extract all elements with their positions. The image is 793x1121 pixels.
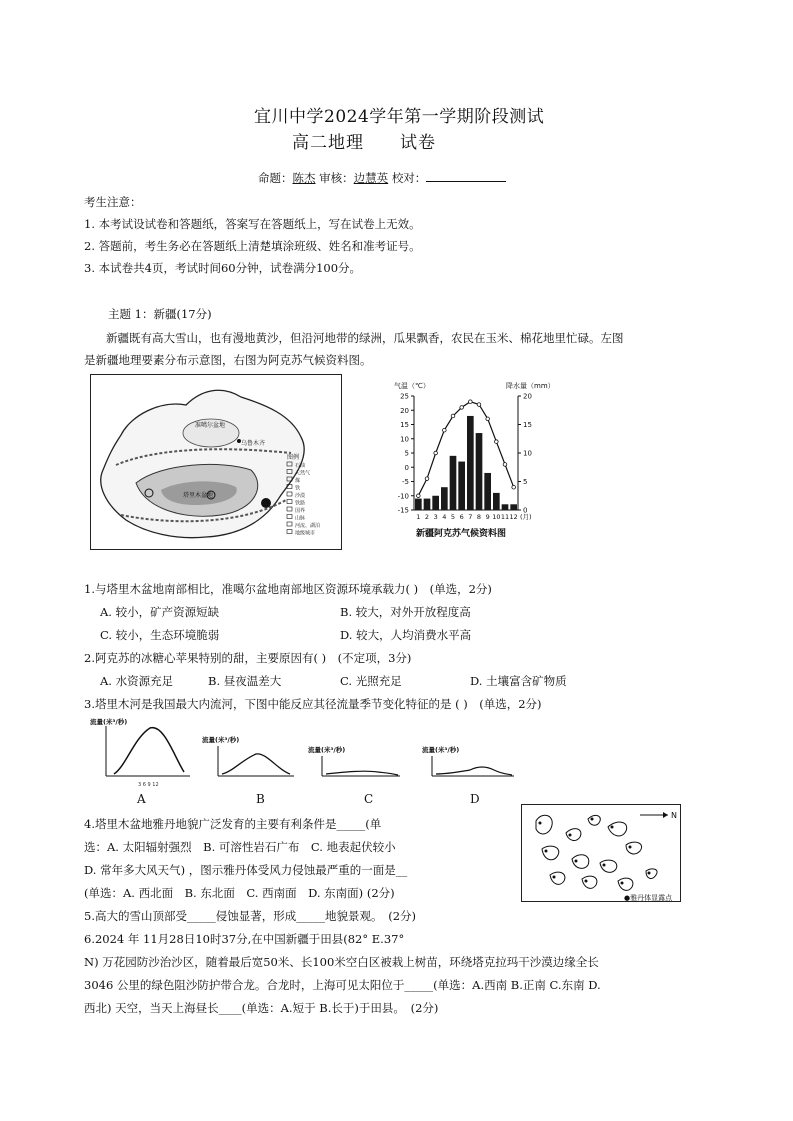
temp-point (460, 406, 464, 410)
y-left-tick-label: -10 (397, 492, 409, 501)
y-right-label: 降水量（mm） (506, 382, 555, 390)
yardang-caption: ●雅丹体显露点 (624, 894, 673, 902)
x-tick-label: 12 (509, 513, 518, 521)
q5-line: 5.高大的雪山顶部受_____侵蚀显著，形成_____地貌景观。 (2分) (84, 909, 417, 923)
legend-label: 沙漠 (295, 493, 306, 499)
q6-line: 西北) 天空，当天上海昼长____(单选：A.短于 B.长于)于田县。 (2分) (84, 1001, 439, 1015)
x-tick-label: 8 (476, 513, 482, 521)
y-left-tick-label: -5 (402, 478, 409, 486)
topic-intro: 新疆既有高大雪山，也有漫地黄沙，但沿河地带的绿洲，瓜果飘香，农民在玉米、棉花地里忙碌。左图 (106, 331, 624, 345)
legend-symbol (287, 500, 292, 504)
q2-stem: 2.阿克苏的冰糖心苹果特别的甜，主要原因有( ) (不定项，3分) (84, 651, 412, 665)
y-right-tick-label: 5 (523, 478, 528, 486)
q4-line: 4.塔里木盆地雅丹地貌广泛发育的主要有利条件是_____(单 (84, 817, 382, 831)
precip-bar (424, 499, 431, 510)
map-drawing (91, 375, 341, 549)
notice-title: 考生注意： (84, 195, 142, 209)
q1-stem: 1.与塔里木盆地南部相比，准噶尔盆地南部地区资源环境承载力( ) (单选，2分) (84, 582, 492, 596)
legend-symbol (287, 492, 292, 496)
q3-graph-a-ylabel: 流量(米³/秒) (90, 718, 128, 726)
precip-bar (458, 462, 465, 510)
subject-title: 高二地理 试卷 (292, 133, 436, 153)
precip-bar (510, 504, 517, 510)
q3-graph-c-svg (304, 744, 404, 788)
y-left-tick-label: 0 (404, 463, 409, 472)
temp-point (495, 440, 499, 444)
temp-point (434, 451, 438, 455)
q3-graph-a (86, 716, 196, 788)
q1-option-b: B. 较大，对外开放程度高 (340, 605, 471, 619)
precip-bar (476, 433, 483, 510)
q1-option-c: C. 较小，生态环境脆弱 (100, 628, 220, 642)
legend-title: 图例 (287, 454, 300, 461)
legend-label: 国界 (295, 508, 306, 514)
map-legend (287, 462, 320, 537)
x-tick-label: 5 (450, 513, 456, 521)
q3-graph-d-ylabel: 流量(米³/秒) (422, 746, 460, 754)
precip-bar (493, 493, 500, 510)
temp-point (503, 463, 507, 467)
y-right-tick-label: 0 (523, 506, 528, 515)
legend-label: 天然气 (295, 470, 311, 477)
q4-line: 选：A. 太阳辐射强烈 B. 可溶性岩石广布 C. 地表起伏较小 (84, 840, 396, 854)
q6-line: N) 万花园防沙治沙区，随着最后宽50米、长100米空白区被栽上树苗，环绕塔克拉玛干沙漠边缘全长 (84, 955, 599, 969)
y-left-tick-label: 25 (400, 392, 409, 401)
x-tick-label: 1 (416, 513, 421, 521)
legend-label: 山脉 (295, 515, 306, 522)
q3-graph-c (304, 744, 404, 788)
precip-bar (502, 504, 509, 510)
svg-text:3 6 9 12: 3 6 9 12 (138, 782, 159, 788)
staff-line (258, 170, 506, 186)
q2-option-c: C. 光照充足 (340, 674, 402, 688)
temp-point (512, 485, 516, 489)
legend-label: 铁路 (295, 500, 306, 507)
notice-item: 3. 本试卷共4页，考试时间60分钟，试卷满分100分。 (84, 261, 362, 275)
temp-point (425, 477, 429, 481)
q3-graph-a-svg (86, 716, 196, 788)
q3-stem: 3.塔里木河是我国最大内流河，下图中能反应其径流量季节变化特征的是 ( ) (单选，2分) (84, 697, 542, 711)
q3-graph-b (198, 734, 298, 788)
x-tick-label: 2 (424, 513, 430, 521)
temp-point (451, 414, 455, 418)
q1-option-d: D. 较大，人均消费水平高 (340, 628, 472, 642)
legend-symbol (287, 507, 292, 511)
temp-point (486, 417, 490, 421)
precip-bar (450, 456, 457, 510)
q3-graph-d-svg (418, 744, 518, 788)
climate-chart (378, 378, 558, 540)
q6-line: 3046 公里的绿色阻沙防护带合龙。合龙时，上海可见太阳位于_____(单选：A.西南 B.正南 C.东南 D. (84, 978, 601, 992)
chart-title: 新疆阿克苏气候资料图 (416, 529, 507, 539)
legend-label: 煤 (295, 478, 301, 484)
y-left-tick-label: 5 (404, 449, 409, 458)
y-left-tick-label: 10 (400, 435, 409, 444)
q3-letter-a: A (137, 792, 146, 806)
x-tick-label: 3 (433, 513, 438, 521)
legend-symbol (287, 530, 292, 534)
legend-label: 河流、湖泊 (295, 523, 321, 529)
x-tick-label: 7 (468, 513, 473, 521)
y-right-tick-label: 15 (523, 421, 532, 429)
q3-letter-c: C (364, 792, 374, 806)
temp-point (443, 428, 447, 432)
legend-label: 铁 (295, 485, 301, 492)
q3-letter-b: B (256, 792, 265, 806)
basin-n-label: 准噶尔盆地 (195, 422, 226, 429)
q3-graph-b-ylabel: 流量(米³/秒) (202, 736, 240, 744)
precip-bar (415, 499, 422, 510)
yardang-figure (521, 804, 681, 902)
author-name: 陈杰 (292, 171, 316, 185)
q3-graph-d (418, 744, 518, 788)
notice-item: 2. 答题前，考生务必在答题纸上清楚填涂班级、姓名和准考证号。 (84, 239, 421, 253)
q2-option-a: A. 水资源充足 (100, 674, 174, 688)
y-right-tick-label: 10 (523, 449, 532, 458)
yardang-drawing (522, 805, 680, 901)
temp-point (477, 403, 481, 407)
xinjiang-map (90, 374, 342, 550)
reviewer-label: 审核： (319, 171, 354, 185)
basin-s-label: 塔里木盆地 (183, 492, 214, 499)
y-left-label: 气温（℃） (394, 382, 430, 390)
notice-item: 1. 本考试设试卷和答题纸，答案写在答题纸上，写在试卷上无效。 (84, 217, 421, 231)
x-tick-label: 10 (492, 513, 501, 521)
q3-letter-d: D (470, 792, 480, 806)
q2-option-d: D. 土壤富含矿物质 (470, 674, 567, 688)
q3-graph-c-ylabel: 流量(米³/秒) (308, 746, 346, 754)
q6-line: 6.2024 年 11月28日10时37分,在中国新疆于田县(82° E.37° (84, 932, 405, 946)
q4-line: (单选：A. 西北面 B. 东北面 C. 西南面 D. 东南面) (2分) (84, 886, 395, 900)
city-label: 乌鲁木齐 (241, 440, 266, 447)
legend-label: 石油 (295, 463, 306, 469)
q1-option-a: A. 较小，矿产资源短缺 (100, 605, 220, 619)
y-left-tick-label: 20 (400, 406, 409, 415)
temp-point (417, 494, 421, 498)
q4-line: D. 常年多大风天气) ，图示雅丹体受风力侵蚀最严重的一面是__ (84, 863, 408, 877)
x-tick-label: 6 (459, 513, 464, 521)
topic-heading: 主题 1：新疆(17分) (108, 307, 212, 321)
legend-symbol (287, 515, 292, 519)
school-title: 宜川中学2024学年第一学期阶段测试 (254, 107, 545, 127)
precip-bar (484, 473, 491, 510)
north-label: N (671, 811, 677, 820)
climate-chart-svg (378, 378, 558, 540)
q2-option-b: B. 昼夜温差大 (208, 674, 282, 688)
temp-point (469, 400, 473, 404)
y-left-tick-label: 15 (400, 421, 409, 429)
y-left-tick-label: -15 (397, 506, 409, 515)
precip-bar (441, 487, 448, 510)
temp-line (418, 402, 513, 496)
q3-graph-b-svg (198, 734, 298, 788)
precip-bar (432, 496, 439, 510)
legend-symbol (287, 522, 292, 526)
precip-bar (467, 416, 474, 510)
author-label: 命题： (258, 171, 293, 185)
y-right-tick-label: 20 (523, 392, 532, 401)
checker-label: 校对： (391, 171, 427, 185)
x-unit-label: (月) (520, 513, 532, 521)
x-tick-label: 11 (500, 513, 510, 521)
checker-blank (426, 170, 506, 182)
reviewer-name: 边慧英 (353, 171, 389, 185)
legend-label: 地级城市 (295, 530, 316, 537)
x-tick-label: 9 (485, 513, 490, 521)
topic-intro: 是新疆地理要素分布示意图，右图为阿克苏气候资料图。 (84, 353, 372, 367)
x-tick-label: 4 (442, 513, 447, 521)
